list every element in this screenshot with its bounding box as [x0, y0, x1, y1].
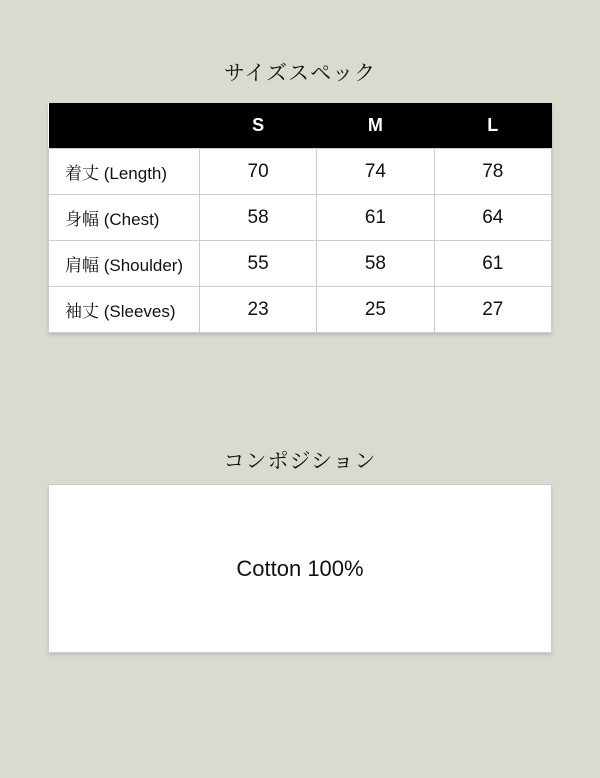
size-spec-table: [48, 103, 552, 333]
composition-value: Cotton 100%: [236, 555, 364, 581]
cell-shoulder-m: 58: [317, 241, 434, 287]
composition-box: [48, 484, 552, 653]
cell-sleeves-m: 25: [317, 287, 434, 333]
cell-length-m: 74: [317, 149, 434, 195]
cell-chest-s: 58: [199, 195, 316, 241]
row-label-sleeves: 袖丈 (Sleeves): [49, 287, 200, 333]
cell-chest-m: 61: [317, 195, 434, 241]
size-spec-section: [0, 58, 600, 333]
size-table-row-shoulder: [49, 241, 552, 287]
composition-section: [0, 446, 600, 653]
cell-shoulder-l: 61: [434, 241, 551, 287]
cell-length-s: 70: [199, 149, 316, 195]
cell-length-l: 78: [434, 149, 551, 195]
row-label-length: 着丈 (Length): [49, 149, 200, 195]
row-label-shoulder: 肩幅 (Shoulder): [49, 241, 200, 287]
size-table-row-sleeves: [49, 287, 552, 333]
size-table-header-empty-cell: [49, 103, 200, 149]
product-spec-page: [0, 58, 600, 653]
cell-sleeves-l: 27: [434, 287, 551, 333]
size-table-header-s: S: [199, 103, 316, 149]
cell-chest-l: 64: [434, 195, 551, 241]
cell-sleeves-s: 23: [199, 287, 316, 333]
size-table-row-chest: [49, 195, 552, 241]
cell-shoulder-s: 55: [199, 241, 316, 287]
size-spec-title: サイズスペック: [223, 62, 377, 85]
size-table-header-m: M: [317, 103, 434, 149]
row-label-chest: 身幅 (Chest): [49, 195, 200, 241]
composition-title: コンポジション: [223, 450, 377, 473]
size-table-header-row: [49, 103, 552, 149]
size-table-row-length: [49, 149, 552, 195]
size-table-header-l: L: [434, 103, 551, 149]
